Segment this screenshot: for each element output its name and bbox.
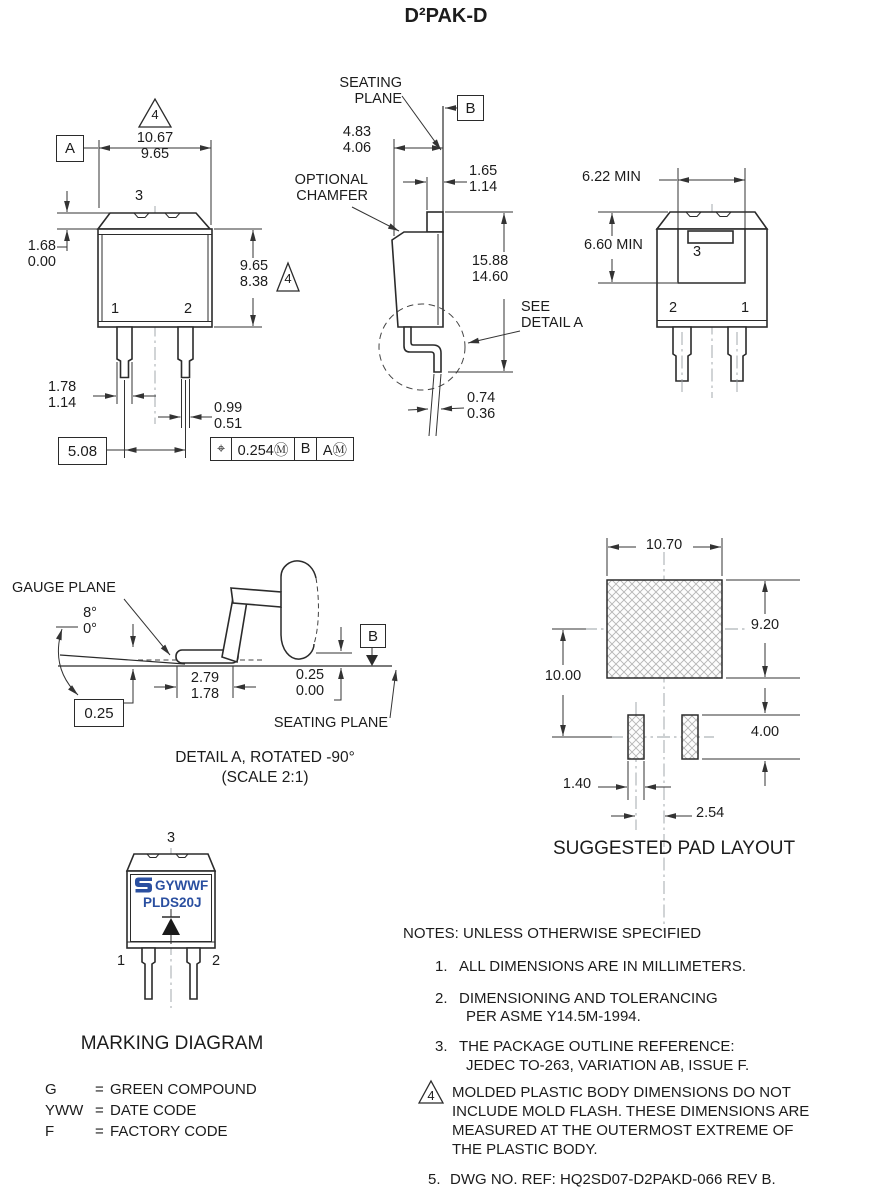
dim-tip-width: 0.99 0.51 xyxy=(214,400,243,432)
dim-tab-step: 1.68 0.00 xyxy=(27,238,56,270)
note-5-num: 5. xyxy=(428,1171,441,1188)
dim-foot-length: 2.79 1.78 xyxy=(190,670,220,702)
legend-key: YWW xyxy=(45,1102,84,1119)
gauge-plane-label: GAUGE PLANE xyxy=(12,580,116,596)
note-4-line3: MEASURED AT THE OUTERMOST EXTREME OF xyxy=(452,1122,794,1139)
note-4-line2: INCLUDE MOLD FLASH. THESE DIMENSIONS ARE xyxy=(452,1103,810,1120)
fcf-tolerance: 0.254Ⓜ xyxy=(231,437,296,461)
optional-chamfer-label: OPTIONAL CHAMFER xyxy=(294,172,368,204)
marking-line1: GYWWF xyxy=(155,878,209,893)
back-view-linework xyxy=(598,168,767,398)
datum-a-box: A xyxy=(56,135,84,162)
front-pin1-label: 1 xyxy=(110,301,120,317)
dim-tab-offset: 4.83 4.06 xyxy=(342,124,372,156)
dim-pad-hpitch: 2.54 xyxy=(696,805,725,821)
legend-value: FACTORY CODE xyxy=(110,1123,228,1140)
dim-pad-height-min: 6.60 MIN xyxy=(584,237,643,253)
legend-eq: = xyxy=(95,1102,104,1119)
front-pin2-label: 2 xyxy=(183,301,193,317)
datum-b-box-side: B xyxy=(457,95,484,121)
dim-tab-thickness: 1.65 1.14 xyxy=(469,163,498,195)
detail-a-scale: (SCALE 2:1) xyxy=(221,769,309,786)
feature-control-frame xyxy=(210,437,354,461)
back-pin1-label: 1 xyxy=(740,300,750,316)
note-1-num: 1. xyxy=(435,958,448,975)
dim-small-pad-height: 4.00 xyxy=(750,724,780,740)
dim-pad-height: 9.20 xyxy=(750,617,780,633)
notes-header: NOTES: UNLESS OTHERWISE SPECIFIED xyxy=(403,925,702,942)
note-3-num: 3. xyxy=(435,1038,448,1055)
note-5-text: DWG NO. REF: HQ2SD07-D2PAKD-066 REV B. xyxy=(450,1171,776,1188)
dim-lead-angle: 8° 0° xyxy=(83,605,97,637)
dim-small-pad-width: 1.40 xyxy=(562,776,592,792)
dim-body-width: 10.67 9.65 xyxy=(136,130,174,162)
note-4-line1: MOLDED PLASTIC BODY DIMENSIONS DO NOT xyxy=(452,1084,791,1101)
marking-pin3-label: 3 xyxy=(166,830,176,846)
back-pin3-label: 3 xyxy=(692,244,702,260)
front-pin3-label: 3 xyxy=(134,188,144,204)
note-2-line1: DIMENSIONING AND TOLERANCING xyxy=(459,990,718,1007)
marking-pin1-label: 1 xyxy=(116,953,126,969)
seating-plane-label: SEATING PLANE xyxy=(339,75,402,107)
dim-total-height: 15.88 14.60 xyxy=(471,253,509,285)
back-pin2-label: 2 xyxy=(668,300,678,316)
flag-4-top: 4 xyxy=(151,107,159,122)
note-2-line2: PER ASME Y14.5M-1994. xyxy=(466,1008,641,1025)
dim-ref-box: 0.25 xyxy=(74,699,124,727)
fcf-datum-a: AⓂ xyxy=(316,437,354,461)
page-title: D²PAK-D xyxy=(404,5,488,27)
dim-body-height: 9.65 8.38 xyxy=(239,258,269,290)
note-2-num: 2. xyxy=(435,990,448,1007)
note-4-flag-num: 4 xyxy=(427,1088,435,1103)
dim-pad-width: 10.70 xyxy=(645,537,683,553)
see-detail-a-label: SEE DETAIL A xyxy=(521,299,584,331)
note-1-text: ALL DIMENSIONS ARE IN MILLIMETERS. xyxy=(459,958,747,975)
marking-pin2-label: 2 xyxy=(211,953,221,969)
datum-b-box-detail: B xyxy=(360,624,386,648)
legend-key: G xyxy=(45,1081,57,1098)
note-4-line4: THE PLASTIC BODY. xyxy=(452,1141,598,1158)
dim-lead-pitch-box: 5.08 xyxy=(58,437,107,465)
detail-a-caption: DETAIL A, ROTATED -90° xyxy=(175,749,355,766)
dim-tab-width-min: 6.22 MIN xyxy=(582,169,641,185)
flag-4-right: 4 xyxy=(284,271,292,286)
seating-plane-label-detail: SEATING PLANE xyxy=(273,715,388,731)
dim-tip-thickness: 0.74 0.36 xyxy=(467,390,496,422)
note-3-line2: JEDEC TO-263, VARIATION AB, ISSUE F. xyxy=(466,1057,750,1074)
pad-layout-title: SUGGESTED PAD LAYOUT xyxy=(552,838,796,859)
dim-lead-width: 1.78 1.14 xyxy=(48,379,77,411)
dim-standoff: 0.25 0.00 xyxy=(295,667,325,699)
marking-line2: PLDS20J xyxy=(143,895,202,910)
dim-pad-vpitch: 10.00 xyxy=(544,668,582,684)
marking-diagram-linework xyxy=(127,848,215,1008)
fcf-datum-b: B xyxy=(294,437,318,461)
legend-eq: = xyxy=(95,1123,104,1140)
legend-value: GREEN COMPOUND xyxy=(110,1081,257,1098)
marking-diagram-title: MARKING DIAGRAM xyxy=(80,1033,264,1054)
ts-logo xyxy=(135,878,152,893)
legend-value: DATE CODE xyxy=(110,1102,197,1119)
note-3-line1: THE PACKAGE OUTLINE REFERENCE: xyxy=(459,1038,735,1055)
fcf-position-symbol: ⌖ xyxy=(210,437,232,461)
legend-key: F xyxy=(45,1123,55,1140)
legend-eq: = xyxy=(95,1081,104,1098)
